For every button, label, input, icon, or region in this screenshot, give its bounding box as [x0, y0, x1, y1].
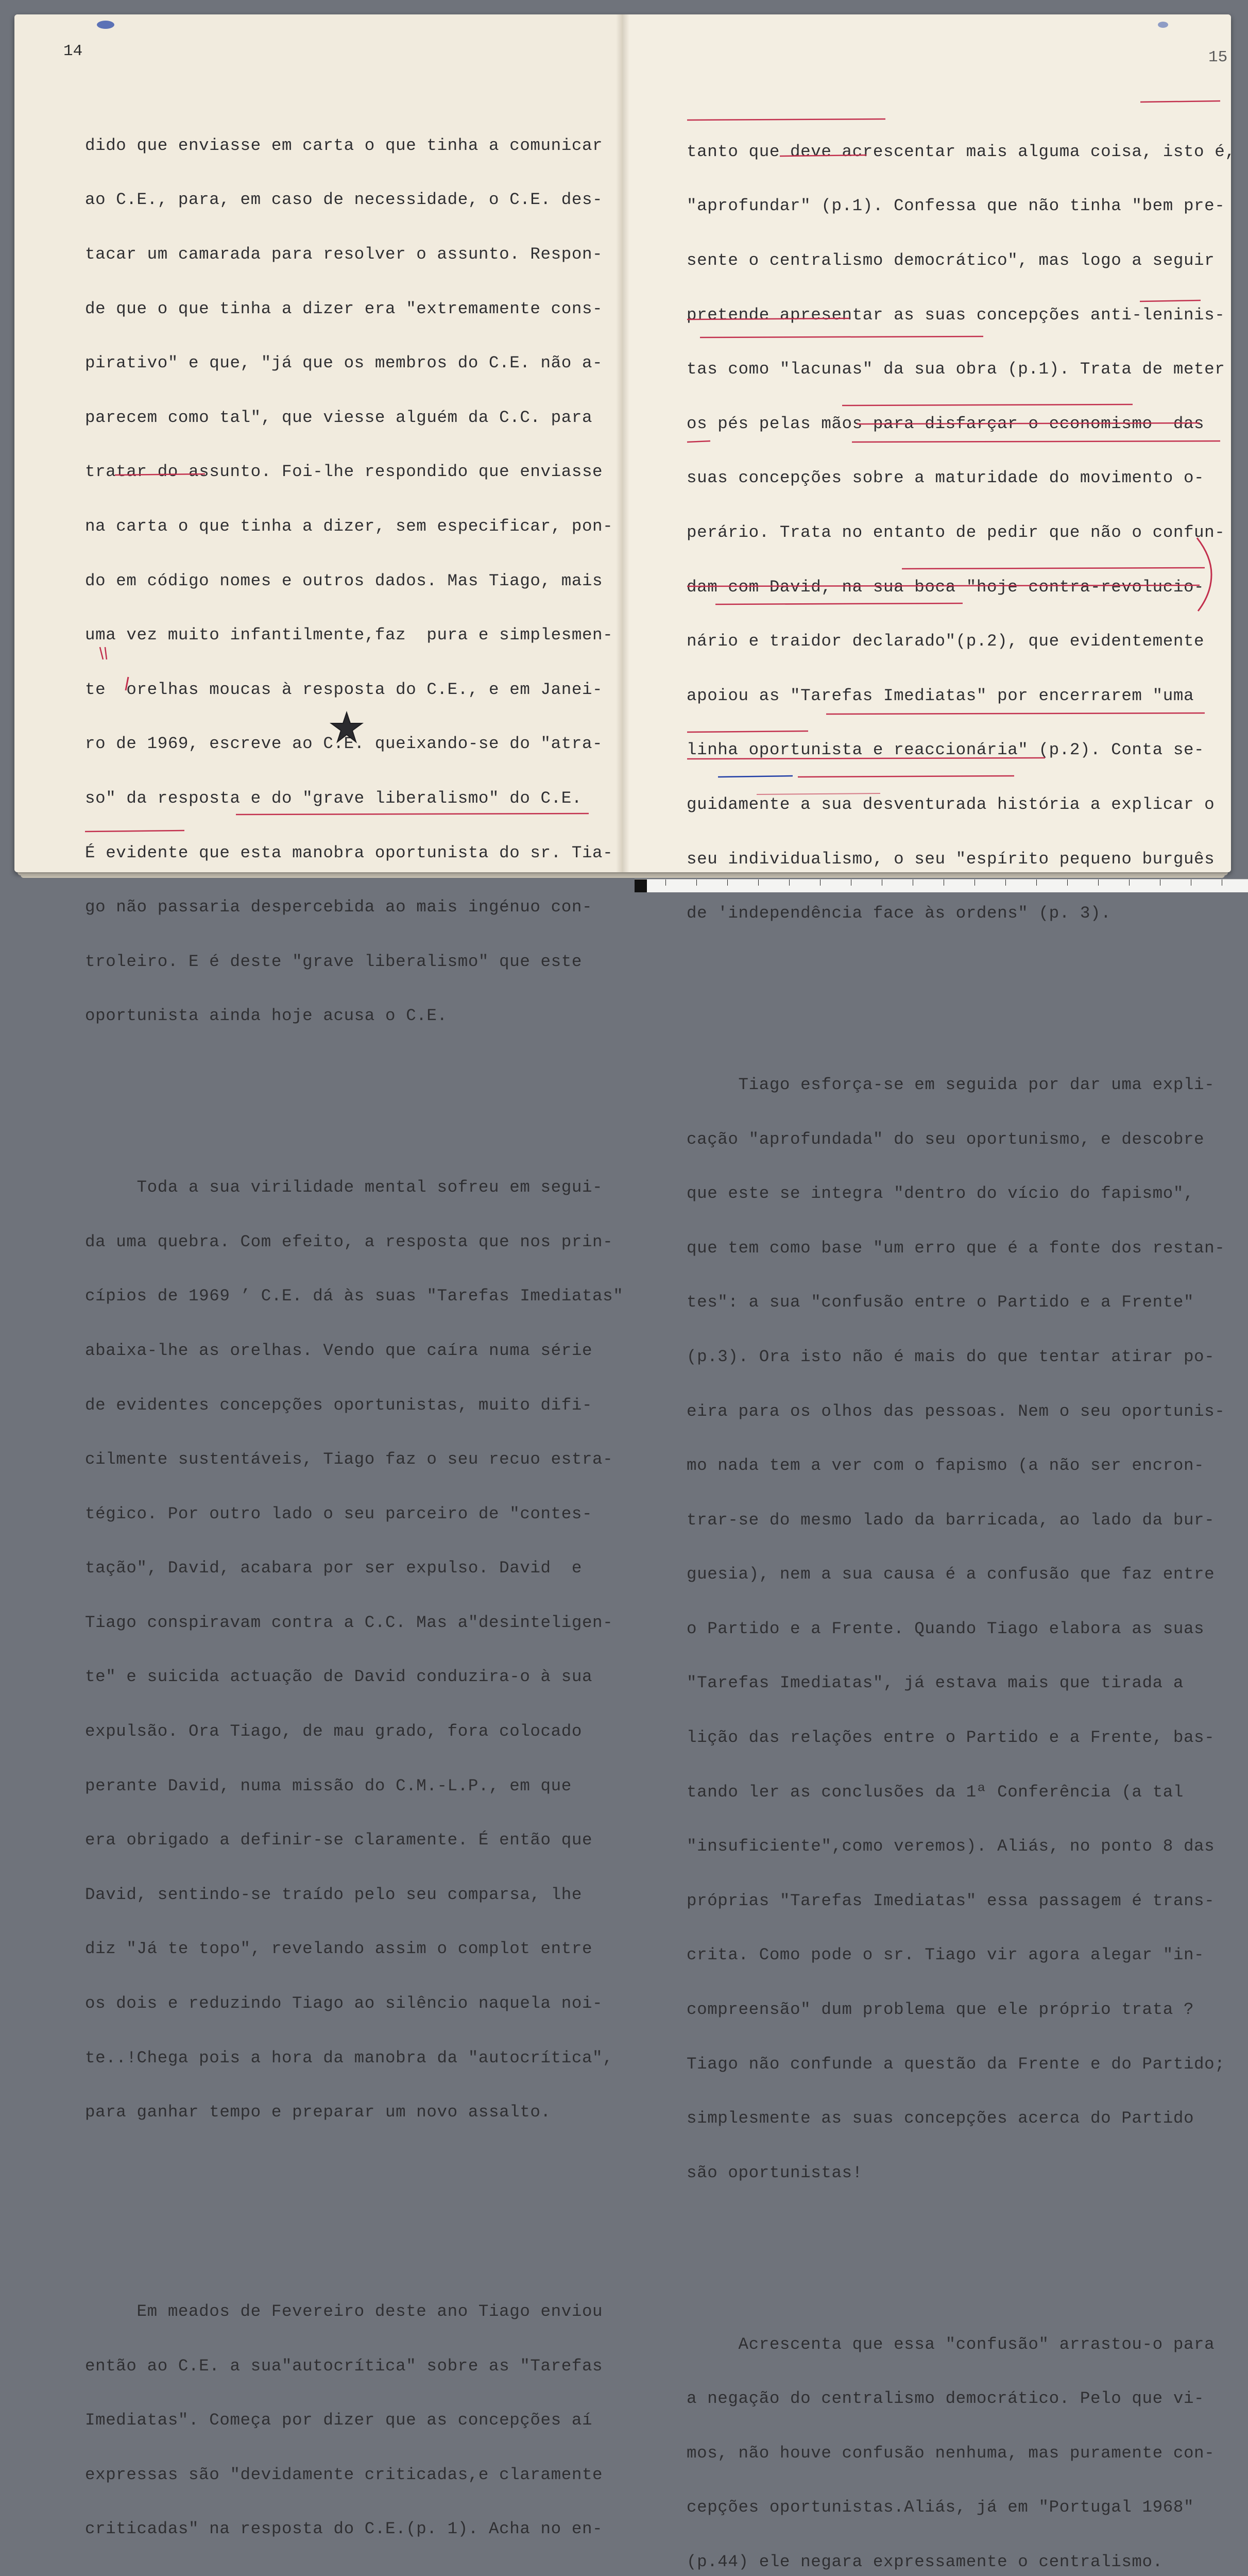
- text-line: parecem como tal", que viesse alguém da C.C. para: [85, 408, 593, 427]
- text-line: mo nada tem a ver com o fapismo (a não ser encron-: [687, 1456, 1205, 1476]
- text-line: da uma quebra. Com efeito, a resposta que nos prin-: [85, 1232, 613, 1251]
- text-line: "insuficiente",como veremos). Aliás, no ponto 8 das: [687, 1837, 1215, 1856]
- text-line: cilmente sustentáveis, Tiago faz o seu recuo estra-: [85, 1450, 613, 1469]
- text-line: são oportunistas!: [687, 2163, 863, 2182]
- text-line: Imediatas". Começa por dizer que as concepções aí: [85, 2411, 593, 2430]
- text-line: (p.44) ele negara expressamente o centralismo.: [687, 2552, 1163, 2571]
- text-line: era obrigado a definir-se claramente. É então que: [85, 1831, 593, 1850]
- scale-ruler: [635, 879, 1248, 892]
- text-line: dido que enviasse em carta o que tinha a comunicar: [85, 135, 603, 155]
- text-line: Em meados de Fevereiro deste ano Tiago enviou: [85, 2302, 603, 2321]
- red-bracket-mark: [1194, 536, 1215, 613]
- left-page-pencil-marks: [14, 14, 623, 872]
- text-line: Acrescenta que essa "confusão" arrastou-o para: [687, 2334, 1215, 2354]
- right-paragraph-2: [687, 1040, 1235, 2218]
- text-line: então ao C.E. a sua"autocrítica" sobre as "Tarefas: [85, 2356, 603, 2376]
- text-line: te" e suicida actuação de David conduzira-o à sua: [85, 1667, 593, 1687]
- text-line: dam com David, na sua boca "hoje contra-revolucio-: [687, 577, 1205, 597]
- text-line: pretende apresentar as suas concepções anti-leninis-: [687, 305, 1225, 325]
- text-line: apoiou as "Tarefas Imediatas" por encerrarem "uma: [687, 686, 1194, 705]
- text-line: perário. Trata no entanto de pedir que não o confun-: [687, 522, 1225, 542]
- text-line: os pés pelas mãos para disfarçar o economismo das: [687, 414, 1205, 433]
- text-line: cepções oportunistas.Aliás, já em "Portugal 1968": [687, 2498, 1194, 2517]
- text-line: tas como "lacunas" da sua obra (p.1). Trata de meter: [687, 360, 1225, 379]
- text-line: guesia), nem a sua causa é a confusão que faz entre: [687, 1565, 1215, 1584]
- text-line: eira para os olhos das pessoas. Nem o seu oportunis-: [687, 1401, 1225, 1421]
- text-line: sente o centralismo democrático", mas logo a seguir: [687, 251, 1215, 270]
- text-line: expressas são "devidamente criticadas,e claramente: [85, 2465, 603, 2484]
- left-paragraph-2: [85, 1142, 623, 2158]
- text-line: que tem como base "um erro que é a fonte dos restan-: [687, 1238, 1225, 1258]
- text-line: oportunista ainda hoje acusa o C.E.: [85, 1006, 448, 1026]
- text-line: troleiro. E é deste "grave liberalismo" que este: [85, 952, 582, 971]
- text-line: na carta o que tinha a dizer, sem especificar, pon-: [85, 516, 613, 536]
- left-paragraph-3: [85, 2266, 623, 2574]
- page-number-left: 14: [63, 42, 83, 60]
- text-line: de 'independência face às ordens" (p. 3).: [687, 904, 1112, 923]
- text-line: tes": a sua "confusão entre o Partido e a Frente": [687, 1293, 1194, 1312]
- text-line: suas concepções sobre a maturidade do movimento o-: [687, 468, 1205, 488]
- text-line: cação "aprofundada" do seu oportunismo, e descobre: [687, 1129, 1205, 1149]
- text-line: "aprofundar" (p.1). Confessa que não tinha "bem pre-: [687, 196, 1225, 216]
- text-line: Tiago conspiravam contra a C.C. Mas a"desinteligen-: [85, 1613, 613, 1632]
- text-line: Toda a sua virilidade mental sofreu em segui-: [85, 1178, 603, 1197]
- text-line: os dois e reduzindo Tiago ao silêncio naquela noi-: [85, 1994, 603, 2013]
- text-line: te..!Chega pois a hora da manobra da "autocrítica",: [85, 2048, 613, 2067]
- text-line: guidamente a sua desventurada história a explicar o: [687, 794, 1215, 814]
- text-line: ao C.E., para, em caso de necessidade, o C.E. des-: [85, 190, 603, 210]
- text-line: (p.3). Ora isto não é mais do que tentar atirar po-: [687, 1347, 1215, 1366]
- text-line: uma vez muito infantilmente,faz pura e simplesmen-: [85, 625, 613, 645]
- text-line: tégico. Por outro lado o seu parceiro de "contes-: [85, 1504, 593, 1523]
- text-line: "Tarefas Imediatas", já estava mais que tirada a: [687, 1673, 1184, 1693]
- text-line: de evidentes concepções oportunistas, muito difi-: [85, 1395, 593, 1415]
- text-line: Tiago esforça-se em seguida por dar uma expli-: [687, 1075, 1215, 1094]
- text-line: pirativo" e que, "já que os membros do C.E. não a-: [85, 353, 603, 373]
- text-line: de que o que tinha a dizer era "extremamente cons-: [85, 299, 603, 318]
- text-line: tanto que deve acrescentar mais alguma coisa, isto é,: [687, 142, 1236, 161]
- right-paragraph-3: [687, 2299, 1235, 2576]
- text-line: próprias "Tarefas Imediatas" essa passagem é trans-: [687, 1891, 1215, 1910]
- text-line: expulsão. Ora Tiago, de mau grado, fora colocado: [85, 1722, 582, 1741]
- star-icon: [330, 711, 364, 745]
- text-line: lição das relações entre o Partido e a Frente, bas-: [687, 1728, 1215, 1748]
- text-line: go não passaria despercebida ao mais ingénuo con-: [85, 897, 593, 917]
- text-line: do em código nomes e outros dados. Mas Tiago, mais: [85, 571, 603, 590]
- text-line: so" da resposta e do "grave liberalismo" do C.E.: [85, 788, 582, 808]
- text-line: linha oportunista e reaccionária" (p.2). Conta se-: [687, 740, 1205, 760]
- text-line: nário e traidor declarado"(p.2), que evidentemente: [687, 632, 1205, 651]
- page-number-right: 15: [1208, 48, 1228, 66]
- text-line: cípios de 1969 ’ C.E. dá às suas "Tarefas Imediatas": [85, 1286, 624, 1306]
- text-line: perante David, numa missão do C.M.-L.P., em que: [85, 1776, 572, 1795]
- text-line: que este se integra "dentro do vício do fapismo",: [687, 1184, 1194, 1204]
- text-line: É evidente que esta manobra oportunista do sr. Tia-: [85, 843, 613, 862]
- text-line: mos, não houve confusão nenhuma, mas puramente con-: [687, 2443, 1215, 2463]
- document-spread: [14, 14, 1236, 2571]
- text-line: para ganhar tempo e preparar um novo assalto.: [85, 2103, 551, 2122]
- text-line: David, sentindo-se traído pelo seu comparsa, lhe: [85, 1885, 582, 1904]
- right-page-pencil-marks: [623, 14, 1231, 872]
- text-line: diz "Já te topo", revelando assim o complot entre: [85, 1939, 593, 1959]
- text-line: a negação do centralismo democrático. Pelo que vi-: [687, 2389, 1205, 2409]
- text-line: ro de 1969, escreve ao C.E. queixando-se do "atra-: [85, 734, 603, 754]
- text-line: seu individualismo, o seu "espírito pequeno burguês: [687, 849, 1215, 869]
- text-line: criticadas" na resposta do C.E.(p. 1). Acha no en-: [85, 2519, 603, 2539]
- text-line: compreensão" dum problema que ele próprio trata ?: [687, 2000, 1194, 2020]
- text-line: o Partido e a Frente. Quando Tiago elabora as suas: [687, 1619, 1205, 1638]
- text-line: tacar um camarada para resolver o assunto. Respon-: [85, 245, 603, 264]
- text-line: tação", David, acabara por ser expulso. David e: [85, 1558, 582, 1578]
- text-line: simplesmente as suas concepções acerca do Partido: [687, 2109, 1194, 2128]
- text-line: crita. Como pode o sr. Tiago vir agora alegar "in-: [687, 1945, 1205, 1965]
- text-line: Tiago não confunde a questão da Frente e do Partido;: [687, 2054, 1225, 2074]
- text-line: abaixa-lhe as orelhas. Vendo que caíra numa série: [85, 1341, 593, 1360]
- text-line: te orelhas moucas à resposta do C.E., e em Janei-: [85, 680, 603, 699]
- text-line: tando ler as conclusões da 1ª Conferência (a tal: [687, 1782, 1184, 1802]
- text-line: trar-se do mesmo lado da barricada, ao lado da bur-: [687, 1510, 1215, 1530]
- text-line: tratar do assunto. Foi-lhe respondido que enviasse: [85, 462, 603, 482]
